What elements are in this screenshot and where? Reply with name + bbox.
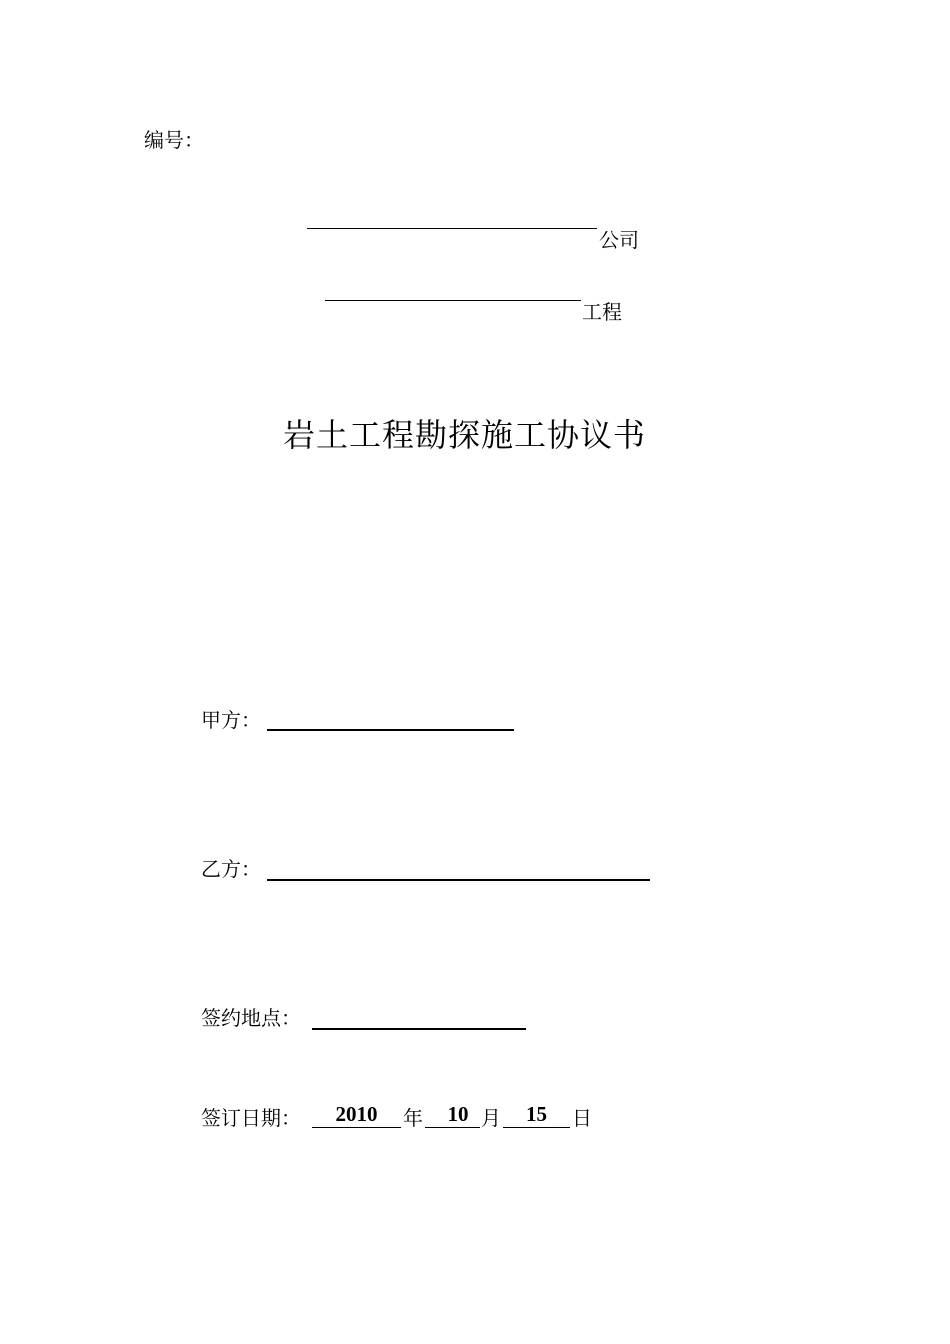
project-name-blank	[325, 300, 581, 301]
signing-place-label: 签约地点：	[201, 1006, 301, 1030]
party-b-label: 乙方：	[201, 857, 261, 881]
document-title: 岩土工程勘探施工协议书	[283, 416, 647, 454]
company-name-blank	[307, 228, 597, 229]
signing-date-label: 签订日期：	[201, 1106, 301, 1130]
party-a-label: 甲方：	[201, 708, 261, 732]
month-unit: 月	[481, 1106, 501, 1130]
year-value: 2010	[335, 1102, 378, 1126]
day-unit: 日	[572, 1106, 592, 1130]
party-b-blank	[267, 857, 650, 881]
serial-number-label: 编号：	[144, 128, 204, 152]
party-a-blank	[267, 707, 514, 731]
project-suffix: 工程	[582, 300, 622, 324]
month-value: 10	[447, 1102, 469, 1126]
signing-place-blank	[312, 1006, 526, 1030]
day-value: 15	[526, 1102, 547, 1126]
year-unit: 年	[403, 1106, 423, 1130]
company-suffix: 公司	[599, 228, 639, 252]
